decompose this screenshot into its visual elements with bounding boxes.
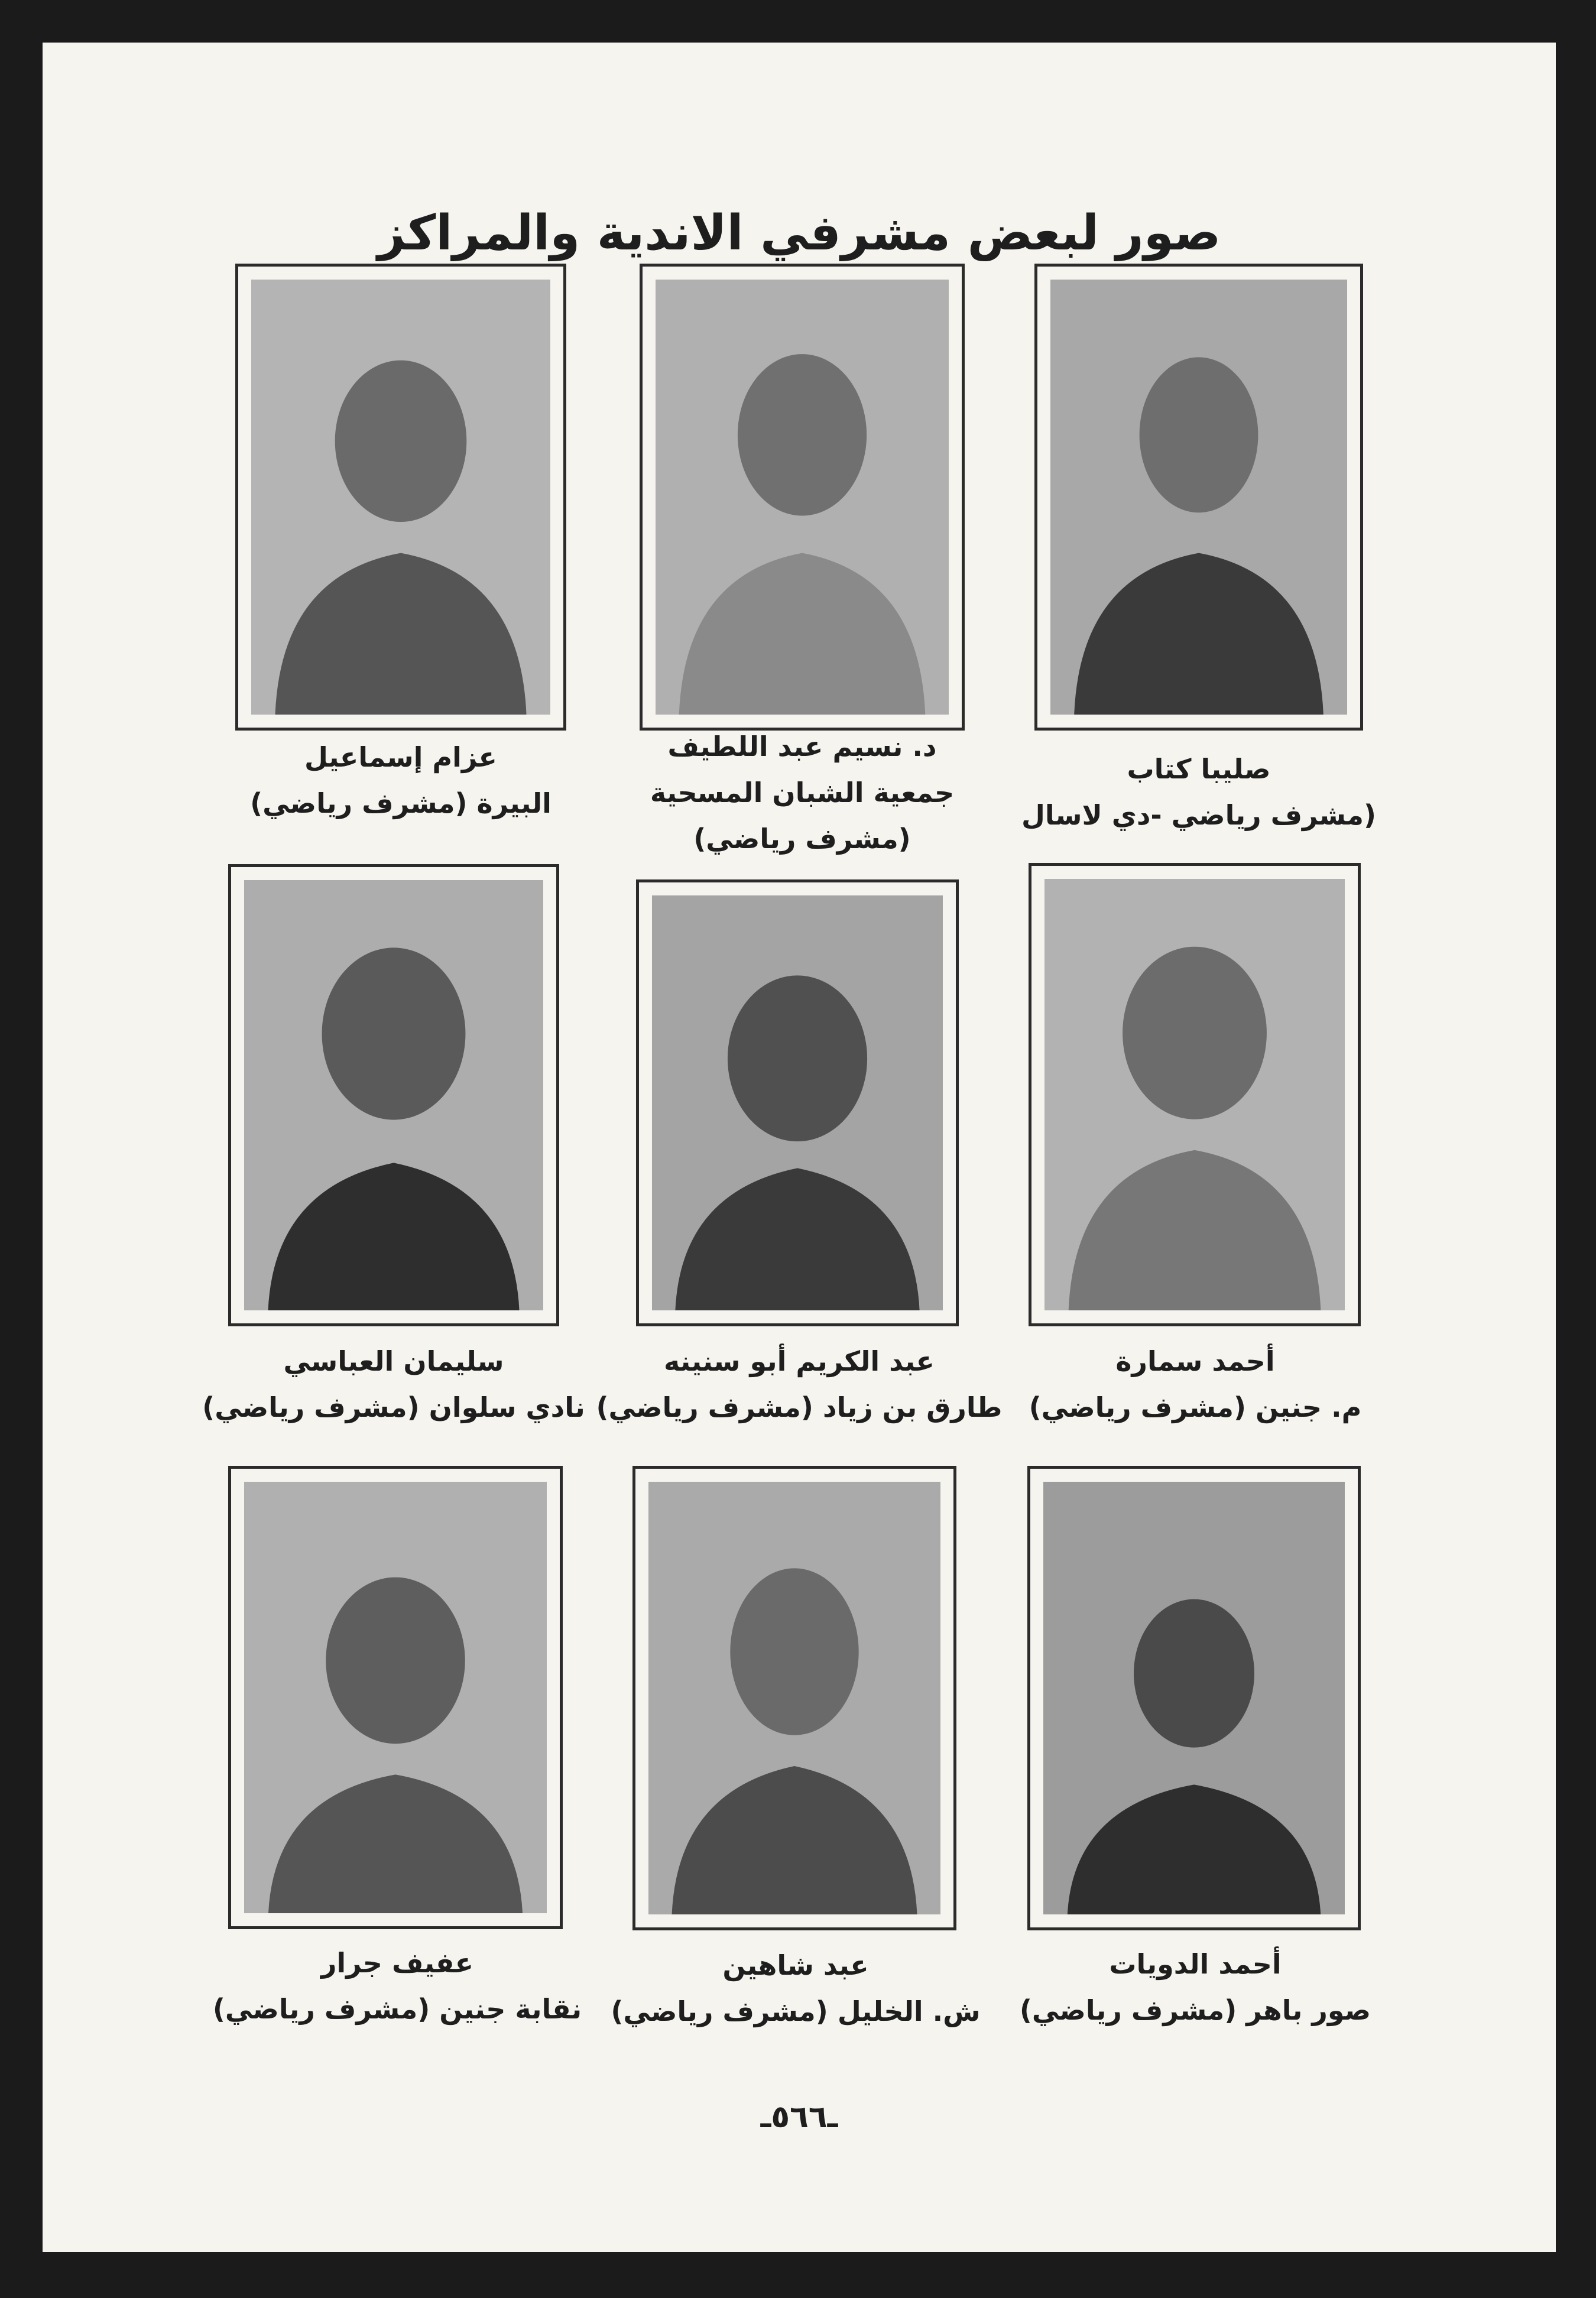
portrait-caption xyxy=(589,723,1015,862)
person-name: عبد الكريم أبو سنينه xyxy=(664,1345,935,1377)
portrait-frame xyxy=(640,264,965,731)
portrait-caption xyxy=(184,1940,610,2032)
portrait-photo xyxy=(1044,879,1345,1310)
portrait-frame xyxy=(1034,264,1363,731)
portrait-caption xyxy=(586,1338,1012,1430)
portrait-frame xyxy=(235,264,566,731)
person-role: البيرة (مشرف رياضي) xyxy=(250,787,552,819)
person-role: ش. الخليل (مشرف رياضي) xyxy=(611,1995,981,2027)
portrait-frame xyxy=(1027,1466,1361,1930)
page-number: ـ٥٦٦ـ xyxy=(760,2099,838,2135)
portrait-frame xyxy=(636,879,959,1326)
portrait-caption xyxy=(583,1942,1008,2034)
person-name: سليمان العباسي xyxy=(283,1345,504,1377)
portrait-caption xyxy=(982,1941,1408,2033)
portrait-frame xyxy=(1029,863,1361,1326)
person-name: د. نسيم عبد اللطيف xyxy=(667,731,937,762)
portrait-caption xyxy=(982,1338,1408,1430)
person-role: (مشرف رياضي) xyxy=(693,823,911,855)
portrait-photo xyxy=(1043,1482,1345,1914)
person-role: طارق بن زياد (مشرف رياضي) xyxy=(596,1391,1003,1423)
portrait-photo xyxy=(244,1482,547,1913)
portrait-frame xyxy=(228,864,559,1326)
portrait-photo xyxy=(1050,280,1347,715)
portrait-photo xyxy=(251,280,550,715)
person-name: عزام إسماعيل xyxy=(304,741,497,773)
person-role: (مشرف رياضي -دي لاسال xyxy=(1021,799,1376,831)
person-role: نادي سلوان (مشرف رياضي) xyxy=(202,1391,585,1423)
person-name: صليبا كتاب xyxy=(1127,753,1271,785)
person-name: عفيف جرار xyxy=(320,1947,474,1979)
person-role: نقابة جنين (مشرف رياضي) xyxy=(212,1993,582,2025)
portrait-frame xyxy=(632,1466,956,1930)
portrait-frame xyxy=(228,1466,563,1929)
portrait-caption xyxy=(986,746,1412,838)
person-name: عبد شاهين xyxy=(722,1949,869,1981)
person-role: جمعية الشبان المسحية xyxy=(650,777,955,809)
person-role: م. جنين (مشرف رياضي) xyxy=(1029,1391,1362,1423)
portrait-photo xyxy=(648,1482,940,1914)
portrait-photo xyxy=(652,895,943,1310)
portrait-caption xyxy=(188,734,614,826)
person-name: أحمد الدويات xyxy=(1109,1948,1282,1980)
person-role: صور باهر (مشرف رياضي) xyxy=(1019,1994,1371,2026)
portrait-caption xyxy=(181,1338,606,1430)
person-name: أحمد سمارة xyxy=(1115,1345,1275,1377)
portrait-photo xyxy=(244,880,543,1310)
document-page xyxy=(43,43,1556,2252)
page-title: صور لبعض مشرفي الاندية والمراكز xyxy=(377,205,1221,261)
portrait-photo xyxy=(656,280,949,715)
